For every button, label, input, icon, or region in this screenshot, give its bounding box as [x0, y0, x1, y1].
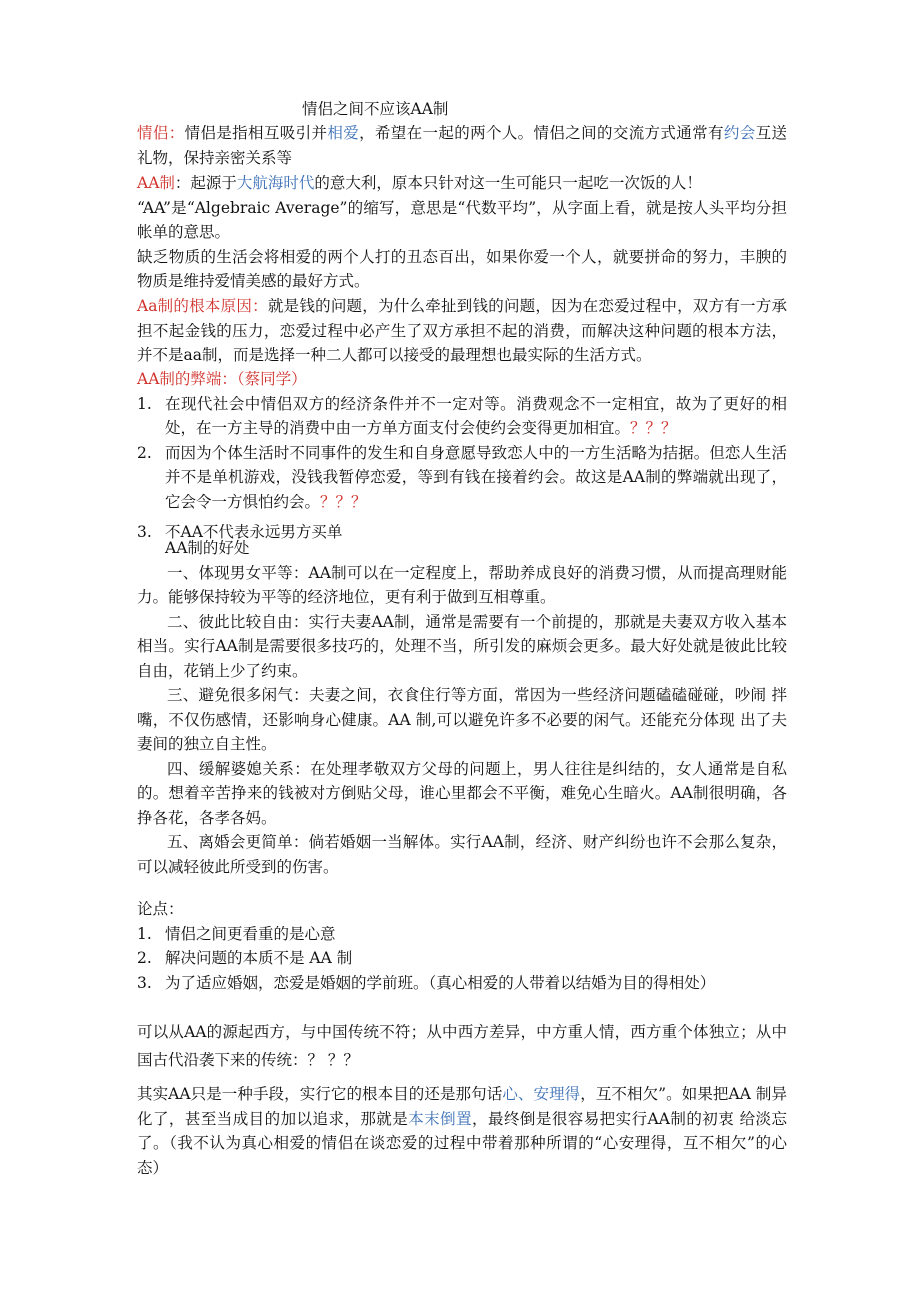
- list-number: 3.: [137, 973, 152, 992]
- cons-label: AA制的弊端：: [137, 370, 237, 388]
- list-number: 1.: [137, 394, 152, 413]
- question-marks: ？？？: [630, 419, 677, 437]
- link-yuehui[interactable]: 约会: [723, 124, 756, 142]
- conclusion-text-3: ，最终倒是很容易把实行AA制的初衷 给淡忘了。（我不认为真心相爱的情侣在谈恋爱的过程中带着那种所谓的“心安理得，互不相欠”的心态）: [137, 1109, 787, 1177]
- link-xiangai[interactable]: 相爱: [327, 124, 360, 142]
- cons-section: [137, 367, 787, 545]
- list-item: [137, 946, 787, 971]
- root-cause-paragraph: [137, 294, 787, 368]
- intro-label: 情侣：: [137, 124, 185, 142]
- pros-heading: AA制的好处: [165, 539, 250, 557]
- conclusion-paragraph: [137, 1082, 787, 1180]
- aa-material-text: 缺乏物质的生活会将相爱的两个人打的丑态百出，如果你爱一个人，就要拼命的努力，丰腴的物质是维持爱情美感的最好方式。: [137, 247, 787, 290]
- list-item: [137, 441, 787, 515]
- point-text: 情侣之间更看重的是心意: [165, 924, 336, 943]
- list-number: 2.: [137, 443, 152, 462]
- list-item: [137, 392, 787, 441]
- list-number: 2.: [137, 949, 152, 967]
- pros-item: 五、离婚会更简单：倘若婚姻一当解体。实行AA制，经济、财产纠纷也许不会那么复杂，可以减轻彼此所受到的伤害。: [137, 833, 787, 876]
- point-text: 为了适应婚姻，恋爱是婚姻的学前班。（真心相爱的人带着以结婚为目的得相处）: [165, 973, 716, 992]
- list-item: [137, 971, 787, 996]
- aa-definition-paragraph: [137, 171, 787, 294]
- conclusion-text-1: 其实AA只是一种手段，实行它的根本目的还是那句话: [137, 1085, 503, 1103]
- root-cause-text: 就是钱的问题，为什么牵扯到钱的问题，因为在恋爱过程中，双方有一方承担不起金钱的压力，恋爱过程中必产生了双方承担不起的消费，而解决这种问题的根本方法，并不是aa制，而是选择一种二人都可以接受的最理想也最实际的生活方式。: [137, 297, 787, 364]
- document-title: 情侣之间不应该AA制: [302, 100, 449, 118]
- point-text: 解决问题的本质不是 AA 制: [165, 949, 353, 967]
- list-number: 1.: [137, 924, 152, 943]
- pros-item: 三、避免很多闲气：夫妻之间，衣食住行等方面，常因为一些经济问题磕磕碰碰，吵闹 拌嘴，不仅伤感情，还影响身心健康。AA 制,可以避免许多不必要的闲气。还能充分体现 出了夫妻间的独立自主性。: [137, 686, 787, 753]
- root-cause-label: Aa制的根本原因：: [137, 297, 268, 315]
- list-number: 3.: [137, 523, 152, 541]
- question-marks: ？？？: [320, 492, 367, 511]
- points-label: 论点：: [137, 900, 184, 918]
- pros-item: 一、体现男女平等：AA制可以在一定程度上，帮助养成良好的消费习惯，从而提高理财能力。能够保持较为平等的经济地位，更有利于做到互相尊重。: [137, 563, 787, 606]
- pros-section: [137, 536, 787, 879]
- origin-paragraph: 可以从AA的源起西方，与中国传统不符；从中西方差异，中方重人情，西方重个体独立；从中国古代沿袭下来的传统：？ ？？: [137, 1023, 787, 1069]
- intro-text-2: ，希望在一起的两个人。情侣之间的交流方式通常有: [359, 124, 724, 142]
- cons-item-text: 在现代社会中情侣双方的经济条件并不一定对等。消费观念不一定相宜，故为了更好的相处，在一方主导的消费中由一方单方面支付会使约会变得更加相宜。: [165, 394, 787, 437]
- cons-author: （蔡同学）: [236, 370, 307, 388]
- pros-item: 二、彼此比较自由：实行夫妻AA制，通常是需要有一个前提的，那就是夫妻双方收入基本相当。实行AA制是需要很多技巧的，处理不当，所引发的麻烦会更多。最大好处就是彼此比较自由，花销上少了约束。: [137, 612, 787, 680]
- intro-paragraph: [137, 121, 787, 170]
- points-section: [137, 897, 787, 995]
- intro-text-1: 情侣是指相互吸引并: [184, 124, 328, 142]
- conclusion-text-2: ，互不相欠”。如果把AA 制异化了，甚至当成目的加以追求，那就是: [137, 1085, 787, 1128]
- link-xinanlide[interactable]: 心、安理得: [502, 1085, 581, 1103]
- pros-item: 四、缓解婆媳关系：在处理孝敬双方父母的问题上，男人往往是纠结的，女人通常是自私的。想着辛苦挣来的钱被对方倒贴父母，谁心里都会不平衡，难免心生暗火。AA制很明确，各挣各花，各孝各妈。: [137, 759, 787, 827]
- aa-text-1: ：起源于: [174, 174, 237, 192]
- aa-label: AA制: [137, 174, 175, 192]
- cons-item-text: 不AA不代表永远男方买单: [165, 523, 343, 541]
- link-dahanghai[interactable]: 大航海时代: [236, 174, 315, 192]
- aa-text-2: 的意大利，原本只针对这一生可能只一起吃一次饭的人！: [314, 174, 702, 192]
- cons-item-text: 而因为个体生活时不同事件的发生和自身意愿导致恋人中的一方生活略为拮据。但恋人生活并不是单机游戏，没钱我暂停恋爱，等到有钱在接着约会。故这是AA制的弊端就出现了，它会令一方惧怕约会。: [165, 443, 787, 511]
- list-item: [137, 922, 787, 947]
- link-benmodaozhi[interactable]: 本末倒置: [408, 1109, 473, 1128]
- aa-abbreviation-text: “AA”是“Algebraic Average”的缩写，意思是“代数平均”，从字面上看，就是按人头平均分担帐单的意思。: [137, 198, 787, 241]
- intro-text-3: 互送礼物，保持亲密关系等: [137, 124, 787, 167]
